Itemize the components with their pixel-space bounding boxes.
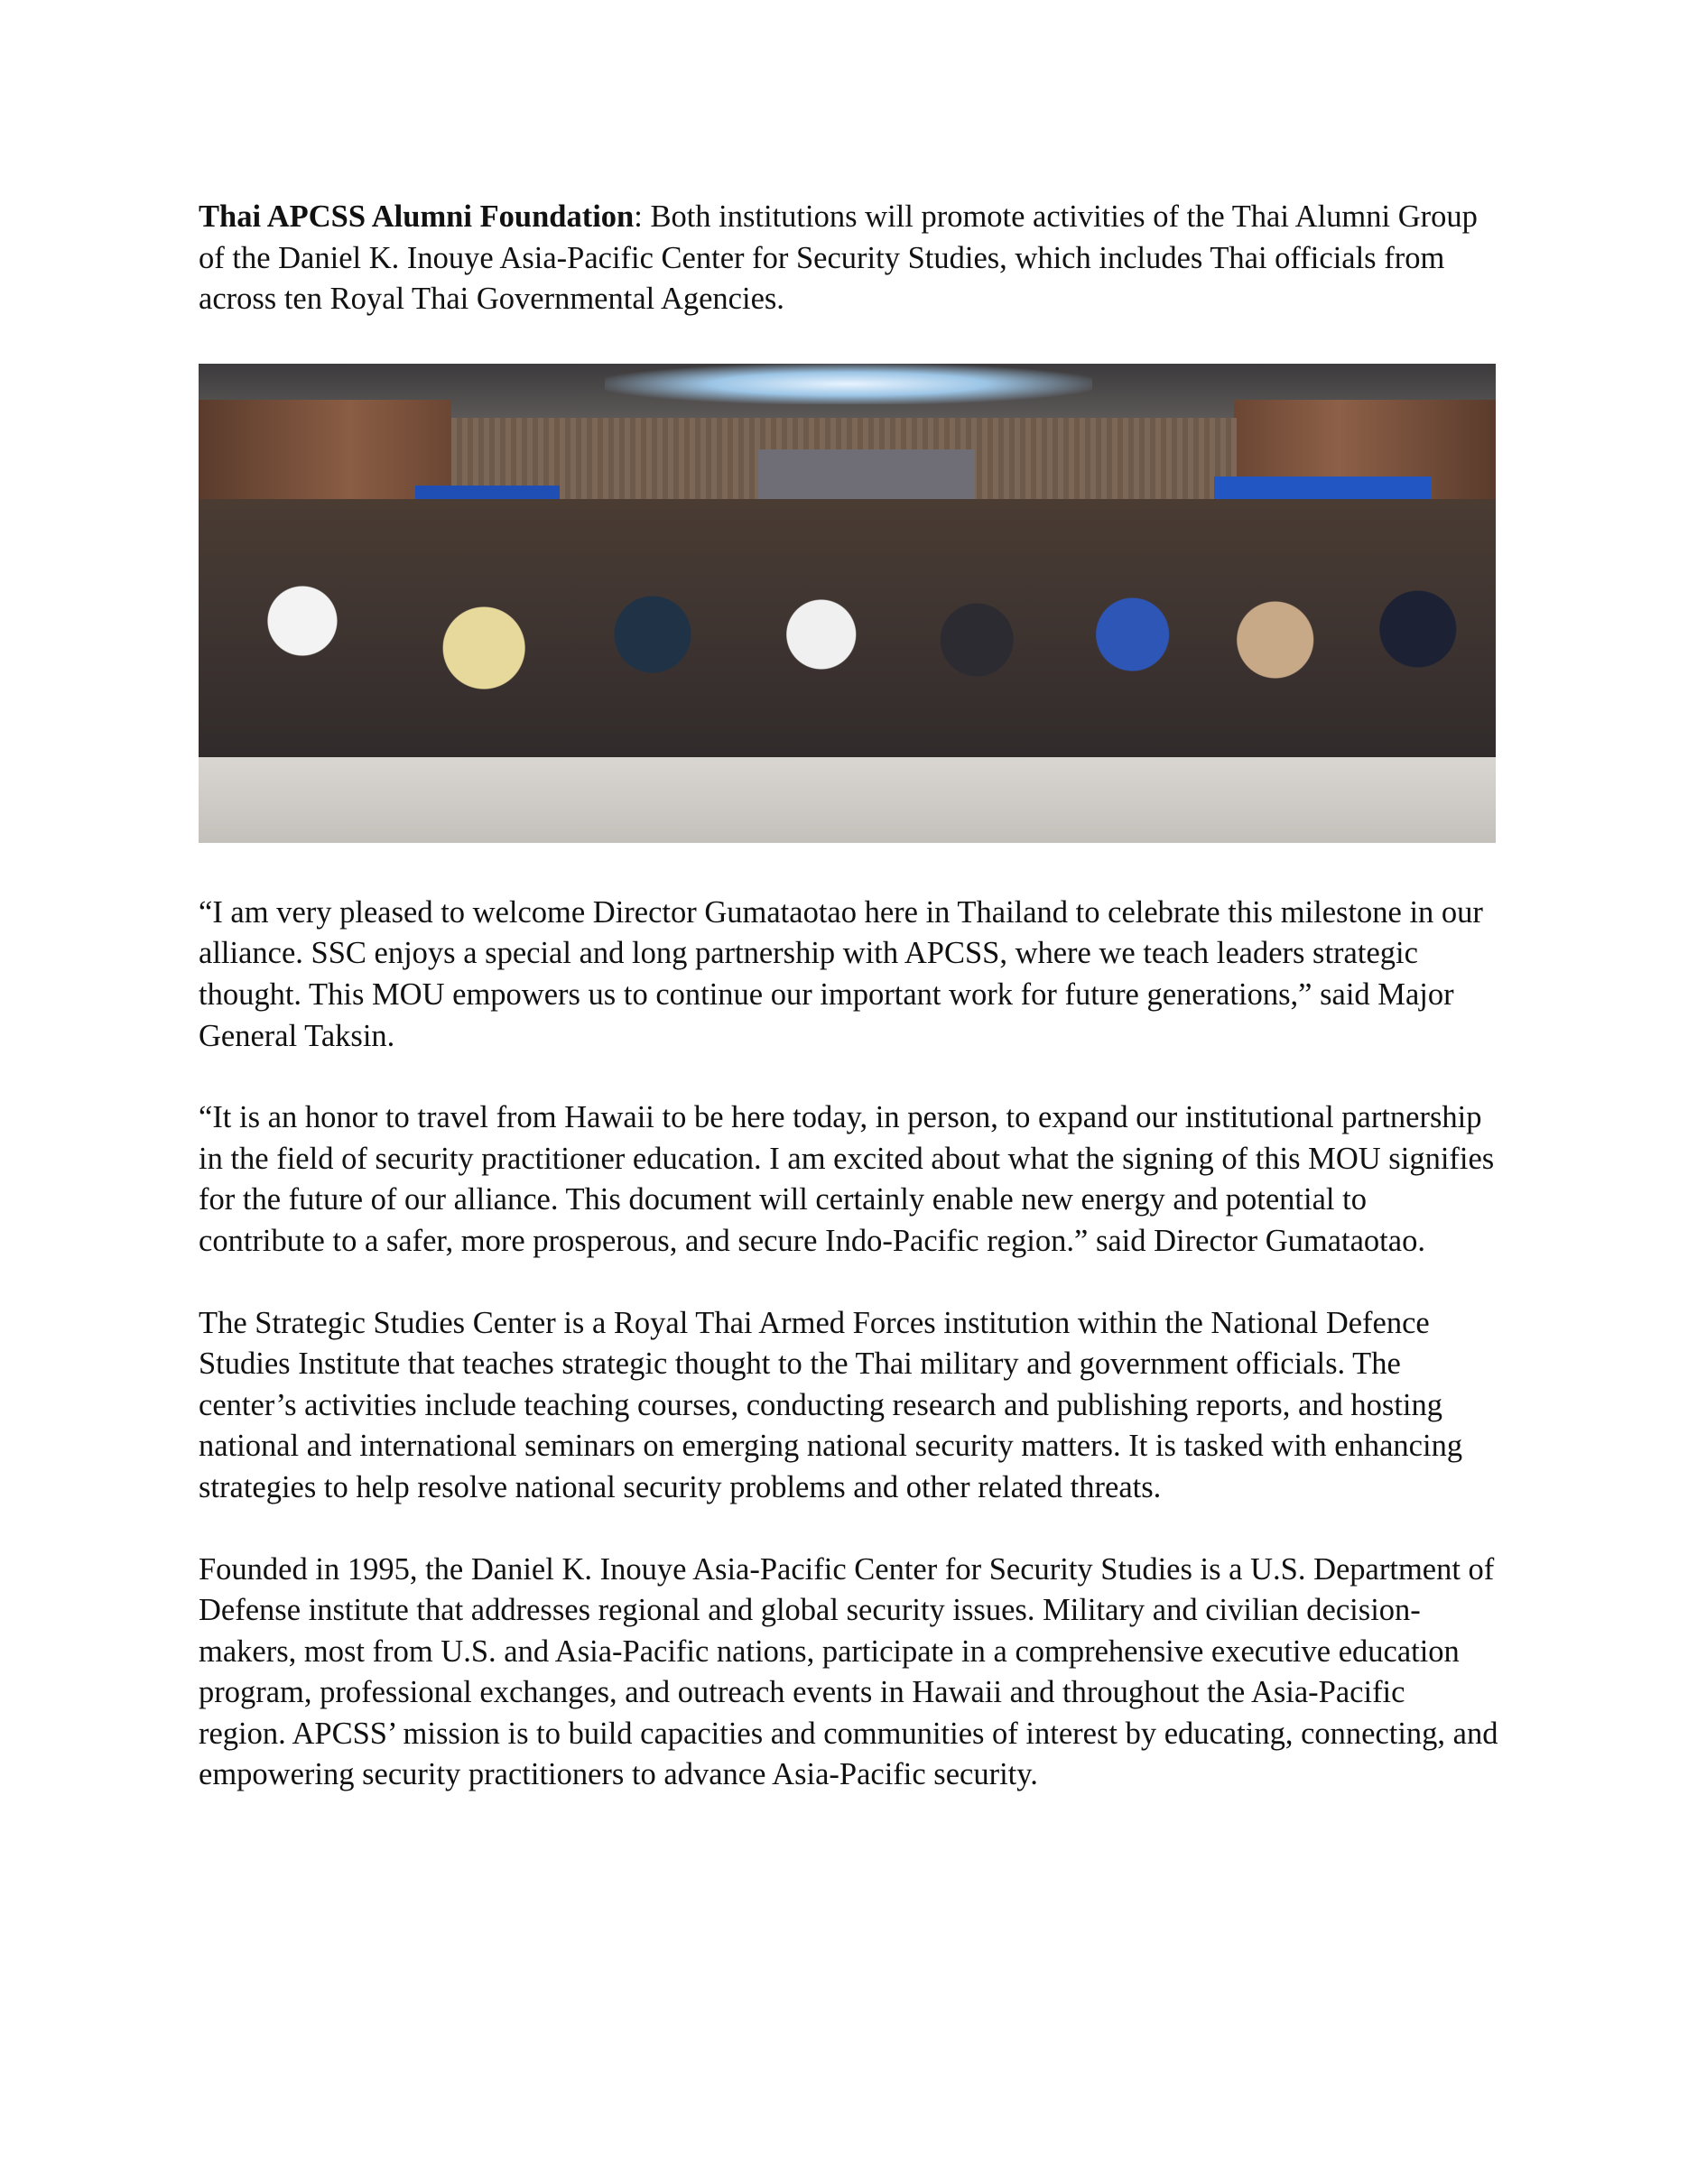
group-photo bbox=[199, 364, 1496, 843]
document-page bbox=[199, 197, 1498, 1796]
group-of-people bbox=[199, 499, 1496, 770]
quote-gumataotao-paragraph: “It is an honor to travel from Hawaii to be here today, in person, to expand our institutional partnership in the field of security practitioner education. I am excited about what the signing of this MOU signifies for the future of our alliance. This document will certainly enable new energy and potential to contribute to a safer, more prosperous, and secure Indo-Pacific region.” said Director Gumataotao. bbox=[199, 1100, 1495, 1258]
intro-text: : Both institutions will promote activities of the Thai Alumni Group of the Daniel K. Inouye Asia-Pacific Center for Security Studies, which includes Thai officials from across ten Royal Thai Governmental Agencies. bbox=[199, 199, 1478, 317]
intro-paragraph bbox=[199, 197, 1498, 320]
intro-heading: Thai APCSS Alumni Foundation bbox=[199, 199, 635, 234]
ssc-description-paragraph: The Strategic Studies Center is a Royal Thai Armed Forces institution within the National Defence Studies Institute that teaches strategic thought to the Thai military and government officials. The center’s activities include teaching courses, conducting research and publishing reports, and hosting national and international seminars on emerging national security matters. It is tasked with enhancing strategies to help resolve national security problems and other related threats. bbox=[199, 1305, 1463, 1504]
quote-taksin-paragraph: “I am very pleased to welcome Director Gumataotao here in Thailand to celebrate this milestone in our alliance. SSC enjoys a special and long partnership with APCSS, where we teach leaders strategic thought. This MOU empowers us to continue our important work for future generations,” said Major General Taksin. bbox=[199, 894, 1483, 1053]
apcss-description-paragraph: Founded in 1995, the Daniel K. Inouye Asia-Pacific Center for Security Studies is a U.S. Department of Defense institute that addresses regional and global security issues. Military and civilian decision-makers, most from U.S. and Asia-Pacific nations, participate in a comprehensive executive education program, professional exchanges, and outreach events in Hawaii and throughout the Asia-Pacific region. APCSS’ mission is to build capacities and communities of interest by educating, connecting, and empowering security practitioners to advance Asia-Pacific security. bbox=[199, 1551, 1498, 1792]
